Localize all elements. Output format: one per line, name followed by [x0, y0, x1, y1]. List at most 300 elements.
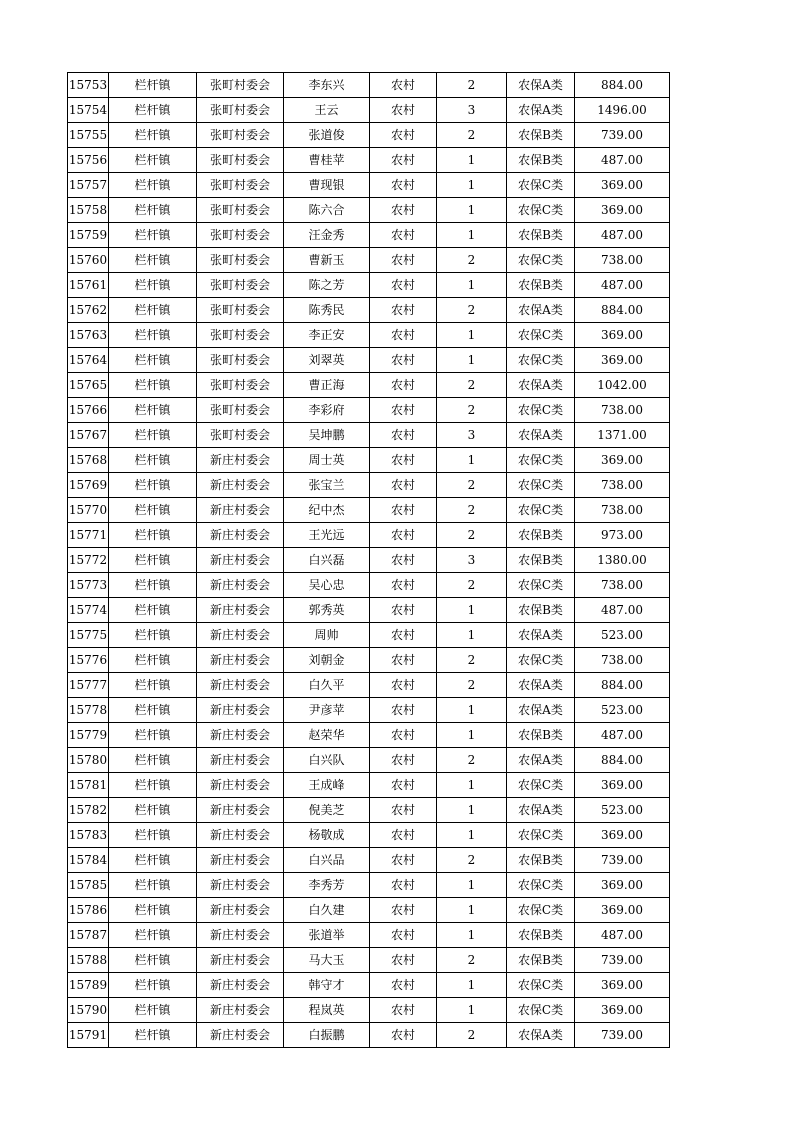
insurance-category-cell: 农保C类 — [507, 473, 575, 498]
household-count-cell: 1 — [437, 323, 507, 348]
area-type-cell: 农村 — [370, 773, 437, 798]
area-type-cell: 农村 — [370, 148, 437, 173]
record-id-cell: 15791 — [68, 1023, 109, 1048]
record-id-cell: 15758 — [68, 198, 109, 223]
person-name-cell: 刘翠英 — [284, 348, 370, 373]
insurance-category-cell: 农保C类 — [507, 198, 575, 223]
amount-cell: 487.00 — [575, 923, 670, 948]
table-row — [68, 523, 670, 548]
table-row — [68, 723, 670, 748]
household-count-cell: 3 — [437, 548, 507, 573]
amount-cell: 739.00 — [575, 123, 670, 148]
household-count-cell: 2 — [437, 1023, 507, 1048]
record-id-cell: 15787 — [68, 923, 109, 948]
household-count-cell: 1 — [437, 998, 507, 1023]
person-name-cell: 王成峰 — [284, 773, 370, 798]
record-id-cell: 15784 — [68, 848, 109, 873]
amount-cell: 523.00 — [575, 698, 670, 723]
insurance-category-cell: 农保C类 — [507, 998, 575, 1023]
area-type-cell: 农村 — [370, 873, 437, 898]
table-row — [68, 873, 670, 898]
record-id-cell: 15762 — [68, 298, 109, 323]
area-type-cell: 农村 — [370, 998, 437, 1023]
record-id-cell: 15779 — [68, 723, 109, 748]
person-name-cell: 王光远 — [284, 523, 370, 548]
village-committee-cell: 新庄村委会 — [197, 823, 284, 848]
insurance-category-cell: 农保C类 — [507, 348, 575, 373]
village-committee-cell: 新庄村委会 — [197, 798, 284, 823]
area-type-cell: 农村 — [370, 548, 437, 573]
amount-cell: 487.00 — [575, 273, 670, 298]
amount-cell: 523.00 — [575, 623, 670, 648]
insurance-category-cell: 农保A类 — [507, 673, 575, 698]
amount-cell: 738.00 — [575, 648, 670, 673]
table-row — [68, 423, 670, 448]
record-id-cell: 15789 — [68, 973, 109, 998]
amount-cell: 369.00 — [575, 173, 670, 198]
village-committee-cell: 张町村委会 — [197, 273, 284, 298]
person-name-cell: 白兴队 — [284, 748, 370, 773]
table-row — [68, 323, 670, 348]
insurance-category-cell: 农保B类 — [507, 923, 575, 948]
table-row — [68, 1023, 670, 1048]
amount-cell: 738.00 — [575, 498, 670, 523]
town-cell: 栏杆镇 — [109, 148, 197, 173]
town-cell: 栏杆镇 — [109, 923, 197, 948]
village-committee-cell: 张町村委会 — [197, 123, 284, 148]
town-cell: 栏杆镇 — [109, 448, 197, 473]
amount-cell: 973.00 — [575, 523, 670, 548]
amount-cell: 1042.00 — [575, 373, 670, 398]
household-count-cell: 1 — [437, 623, 507, 648]
village-committee-cell: 新庄村委会 — [197, 498, 284, 523]
area-type-cell: 农村 — [370, 948, 437, 973]
town-cell: 栏杆镇 — [109, 548, 197, 573]
table-row — [68, 373, 670, 398]
village-committee-cell: 新庄村委会 — [197, 748, 284, 773]
record-id-cell: 15776 — [68, 648, 109, 673]
amount-cell: 369.00 — [575, 998, 670, 1023]
village-committee-cell: 新庄村委会 — [197, 673, 284, 698]
amount-cell: 738.00 — [575, 248, 670, 273]
amount-cell: 884.00 — [575, 298, 670, 323]
village-committee-cell: 新庄村委会 — [197, 973, 284, 998]
area-type-cell: 农村 — [370, 198, 437, 223]
record-id-cell: 15770 — [68, 498, 109, 523]
area-type-cell: 农村 — [370, 398, 437, 423]
record-id-cell: 15771 — [68, 523, 109, 548]
record-id-cell: 15761 — [68, 273, 109, 298]
record-id-cell: 15765 — [68, 373, 109, 398]
village-committee-cell: 张町村委会 — [197, 373, 284, 398]
table-row — [68, 623, 670, 648]
record-id-cell: 15785 — [68, 873, 109, 898]
town-cell: 栏杆镇 — [109, 323, 197, 348]
insurance-category-cell: 农保B类 — [507, 598, 575, 623]
insurance-category-cell: 农保C类 — [507, 648, 575, 673]
amount-cell: 369.00 — [575, 823, 670, 848]
person-name-cell: 白久平 — [284, 673, 370, 698]
household-count-cell: 2 — [437, 73, 507, 98]
town-cell: 栏杆镇 — [109, 223, 197, 248]
insurance-category-cell: 农保B类 — [507, 123, 575, 148]
insurance-category-cell: 农保B类 — [507, 948, 575, 973]
record-id-cell: 15788 — [68, 948, 109, 973]
household-count-cell: 2 — [437, 373, 507, 398]
person-name-cell: 白兴品 — [284, 848, 370, 873]
village-committee-cell: 张町村委会 — [197, 173, 284, 198]
village-committee-cell: 新庄村委会 — [197, 948, 284, 973]
table-row — [68, 448, 670, 473]
amount-cell: 369.00 — [575, 973, 670, 998]
table-row — [68, 898, 670, 923]
household-count-cell: 1 — [437, 823, 507, 848]
area-type-cell: 农村 — [370, 848, 437, 873]
town-cell: 栏杆镇 — [109, 73, 197, 98]
table-row — [68, 123, 670, 148]
household-count-cell: 2 — [437, 573, 507, 598]
household-count-cell: 1 — [437, 348, 507, 373]
village-committee-cell: 张町村委会 — [197, 323, 284, 348]
village-committee-cell: 新庄村委会 — [197, 623, 284, 648]
area-type-cell: 农村 — [370, 173, 437, 198]
person-name-cell: 王云 — [284, 98, 370, 123]
insurance-category-cell: 农保C类 — [507, 323, 575, 348]
insurance-category-cell: 农保B类 — [507, 548, 575, 573]
area-type-cell: 农村 — [370, 748, 437, 773]
insurance-category-cell: 农保B类 — [507, 848, 575, 873]
table-row — [68, 973, 670, 998]
household-count-cell: 2 — [437, 848, 507, 873]
village-committee-cell: 张町村委会 — [197, 98, 284, 123]
table-row — [68, 773, 670, 798]
town-cell: 栏杆镇 — [109, 623, 197, 648]
insurance-category-cell: 农保A类 — [507, 98, 575, 123]
person-name-cell: 白久建 — [284, 898, 370, 923]
person-name-cell: 曹现银 — [284, 173, 370, 198]
area-type-cell: 农村 — [370, 648, 437, 673]
person-name-cell: 李正安 — [284, 323, 370, 348]
person-name-cell: 马大玉 — [284, 948, 370, 973]
area-type-cell: 农村 — [370, 623, 437, 648]
village-committee-cell: 新庄村委会 — [197, 448, 284, 473]
household-count-cell: 1 — [437, 273, 507, 298]
table-row — [68, 498, 670, 523]
person-name-cell: 韩守才 — [284, 973, 370, 998]
town-cell: 栏杆镇 — [109, 498, 197, 523]
area-type-cell: 农村 — [370, 473, 437, 498]
town-cell: 栏杆镇 — [109, 723, 197, 748]
insurance-category-cell: 农保C类 — [507, 898, 575, 923]
household-count-cell: 3 — [437, 98, 507, 123]
insurance-category-cell: 农保C类 — [507, 398, 575, 423]
person-name-cell: 曹桂苹 — [284, 148, 370, 173]
table-row — [68, 173, 670, 198]
table-row — [68, 948, 670, 973]
record-id-cell: 15753 — [68, 73, 109, 98]
town-cell: 栏杆镇 — [109, 123, 197, 148]
household-count-cell: 1 — [437, 198, 507, 223]
household-count-cell: 1 — [437, 723, 507, 748]
household-count-cell: 1 — [437, 598, 507, 623]
person-name-cell: 张宝兰 — [284, 473, 370, 498]
insurance-category-cell: 农保A类 — [507, 698, 575, 723]
insurance-category-cell: 农保B类 — [507, 148, 575, 173]
town-cell: 栏杆镇 — [109, 423, 197, 448]
town-cell: 栏杆镇 — [109, 173, 197, 198]
insurance-category-cell: 农保C类 — [507, 248, 575, 273]
village-committee-cell: 新庄村委会 — [197, 1023, 284, 1048]
person-name-cell: 倪美芝 — [284, 798, 370, 823]
record-id-cell: 15763 — [68, 323, 109, 348]
table-row — [68, 648, 670, 673]
record-id-cell: 15755 — [68, 123, 109, 148]
insurance-category-cell: 农保C类 — [507, 823, 575, 848]
area-type-cell: 农村 — [370, 373, 437, 398]
table-row — [68, 298, 670, 323]
table-row — [68, 348, 670, 373]
insurance-category-cell: 农保B类 — [507, 723, 575, 748]
household-count-cell: 1 — [437, 148, 507, 173]
record-id-cell: 15772 — [68, 548, 109, 573]
table-row — [68, 398, 670, 423]
town-cell: 栏杆镇 — [109, 848, 197, 873]
amount-cell: 369.00 — [575, 773, 670, 798]
insurance-category-cell: 农保A类 — [507, 73, 575, 98]
village-committee-cell: 张町村委会 — [197, 298, 284, 323]
amount-cell: 369.00 — [575, 198, 670, 223]
village-committee-cell: 新庄村委会 — [197, 998, 284, 1023]
table-row — [68, 823, 670, 848]
village-committee-cell: 张町村委会 — [197, 423, 284, 448]
amount-cell: 369.00 — [575, 348, 670, 373]
insurance-category-cell: 农保A类 — [507, 798, 575, 823]
amount-cell: 738.00 — [575, 573, 670, 598]
record-id-cell: 15781 — [68, 773, 109, 798]
town-cell: 栏杆镇 — [109, 948, 197, 973]
person-name-cell: 李秀芳 — [284, 873, 370, 898]
village-committee-cell: 新庄村委会 — [197, 848, 284, 873]
person-name-cell: 赵荣华 — [284, 723, 370, 748]
insurance-category-cell: 农保C类 — [507, 498, 575, 523]
person-name-cell: 吴心忠 — [284, 573, 370, 598]
amount-cell: 884.00 — [575, 673, 670, 698]
insurance-category-cell: 农保C类 — [507, 973, 575, 998]
village-committee-cell: 新庄村委会 — [197, 648, 284, 673]
table-row — [68, 198, 670, 223]
record-id-cell: 15759 — [68, 223, 109, 248]
town-cell: 栏杆镇 — [109, 398, 197, 423]
table-row — [68, 148, 670, 173]
table-row — [68, 248, 670, 273]
household-count-cell: 2 — [437, 498, 507, 523]
person-name-cell: 李彩府 — [284, 398, 370, 423]
town-cell: 栏杆镇 — [109, 473, 197, 498]
insurance-category-cell: 农保A类 — [507, 423, 575, 448]
record-id-cell: 15764 — [68, 348, 109, 373]
record-id-cell: 15760 — [68, 248, 109, 273]
amount-cell: 739.00 — [575, 1023, 670, 1048]
town-cell: 栏杆镇 — [109, 648, 197, 673]
household-count-cell: 1 — [437, 973, 507, 998]
person-name-cell: 陈秀民 — [284, 298, 370, 323]
town-cell: 栏杆镇 — [109, 348, 197, 373]
records-table-body — [68, 73, 670, 1048]
town-cell: 栏杆镇 — [109, 873, 197, 898]
area-type-cell: 农村 — [370, 323, 437, 348]
household-count-cell: 2 — [437, 123, 507, 148]
area-type-cell: 农村 — [370, 273, 437, 298]
table-row — [68, 573, 670, 598]
town-cell: 栏杆镇 — [109, 98, 197, 123]
village-committee-cell: 张町村委会 — [197, 198, 284, 223]
area-type-cell: 农村 — [370, 823, 437, 848]
insurance-category-cell: 农保B类 — [507, 273, 575, 298]
person-name-cell: 白兴磊 — [284, 548, 370, 573]
insurance-category-cell: 农保C类 — [507, 448, 575, 473]
household-count-cell: 2 — [437, 648, 507, 673]
person-name-cell: 陈之芳 — [284, 273, 370, 298]
table-row — [68, 73, 670, 98]
person-name-cell: 张道举 — [284, 923, 370, 948]
area-type-cell: 农村 — [370, 223, 437, 248]
household-count-cell: 1 — [437, 173, 507, 198]
household-count-cell: 1 — [437, 873, 507, 898]
town-cell: 栏杆镇 — [109, 673, 197, 698]
amount-cell: 1496.00 — [575, 98, 670, 123]
village-committee-cell: 张町村委会 — [197, 73, 284, 98]
record-id-cell: 15777 — [68, 673, 109, 698]
household-count-cell: 1 — [437, 448, 507, 473]
amount-cell: 369.00 — [575, 898, 670, 923]
insurance-category-cell: 农保A类 — [507, 298, 575, 323]
household-count-cell: 1 — [437, 798, 507, 823]
town-cell: 栏杆镇 — [109, 898, 197, 923]
record-id-cell: 15786 — [68, 898, 109, 923]
area-type-cell: 农村 — [370, 448, 437, 473]
village-committee-cell: 新庄村委会 — [197, 473, 284, 498]
table-row — [68, 673, 670, 698]
area-type-cell: 农村 — [370, 73, 437, 98]
record-id-cell: 15766 — [68, 398, 109, 423]
household-count-cell: 2 — [437, 398, 507, 423]
area-type-cell: 农村 — [370, 598, 437, 623]
village-committee-cell: 张町村委会 — [197, 223, 284, 248]
person-name-cell: 白振鹏 — [284, 1023, 370, 1048]
person-name-cell: 陈六合 — [284, 198, 370, 223]
insurance-category-cell: 农保C类 — [507, 173, 575, 198]
record-id-cell: 15773 — [68, 573, 109, 598]
amount-cell: 487.00 — [575, 148, 670, 173]
town-cell: 栏杆镇 — [109, 598, 197, 623]
area-type-cell: 农村 — [370, 723, 437, 748]
insurance-category-cell: 农保A类 — [507, 623, 575, 648]
person-name-cell: 杨敬成 — [284, 823, 370, 848]
record-id-cell: 15778 — [68, 698, 109, 723]
person-name-cell: 李东兴 — [284, 73, 370, 98]
area-type-cell: 农村 — [370, 1023, 437, 1048]
table-row — [68, 98, 670, 123]
amount-cell: 1380.00 — [575, 548, 670, 573]
insurance-category-cell: 农保C类 — [507, 573, 575, 598]
record-id-cell: 15754 — [68, 98, 109, 123]
town-cell: 栏杆镇 — [109, 748, 197, 773]
area-type-cell: 农村 — [370, 973, 437, 998]
person-name-cell: 张道俊 — [284, 123, 370, 148]
town-cell: 栏杆镇 — [109, 298, 197, 323]
amount-cell: 1371.00 — [575, 423, 670, 448]
record-id-cell: 15769 — [68, 473, 109, 498]
area-type-cell: 农村 — [370, 498, 437, 523]
area-type-cell: 农村 — [370, 673, 437, 698]
table-row — [68, 273, 670, 298]
amount-cell: 487.00 — [575, 723, 670, 748]
table-row — [68, 473, 670, 498]
record-id-cell: 15768 — [68, 448, 109, 473]
amount-cell: 487.00 — [575, 223, 670, 248]
table-row — [68, 923, 670, 948]
person-name-cell: 程岚英 — [284, 998, 370, 1023]
village-committee-cell: 新庄村委会 — [197, 773, 284, 798]
village-committee-cell: 新庄村委会 — [197, 723, 284, 748]
person-name-cell: 吴坤鹏 — [284, 423, 370, 448]
amount-cell: 884.00 — [575, 73, 670, 98]
village-committee-cell: 新庄村委会 — [197, 573, 284, 598]
record-id-cell: 15782 — [68, 798, 109, 823]
amount-cell: 487.00 — [575, 598, 670, 623]
area-type-cell: 农村 — [370, 248, 437, 273]
town-cell: 栏杆镇 — [109, 973, 197, 998]
amount-cell: 739.00 — [575, 848, 670, 873]
area-type-cell: 农村 — [370, 898, 437, 923]
amount-cell: 738.00 — [575, 398, 670, 423]
table-row — [68, 598, 670, 623]
table-row — [68, 798, 670, 823]
village-committee-cell: 新庄村委会 — [197, 923, 284, 948]
village-committee-cell: 新庄村委会 — [197, 873, 284, 898]
record-id-cell: 15783 — [68, 823, 109, 848]
amount-cell: 369.00 — [575, 873, 670, 898]
village-committee-cell: 新庄村委会 — [197, 898, 284, 923]
household-count-cell: 2 — [437, 298, 507, 323]
village-committee-cell: 张町村委会 — [197, 348, 284, 373]
table-row — [68, 748, 670, 773]
village-committee-cell: 张町村委会 — [197, 398, 284, 423]
person-name-cell: 尹彦苹 — [284, 698, 370, 723]
table-row — [68, 698, 670, 723]
area-type-cell: 农村 — [370, 123, 437, 148]
insurance-category-cell: 农保A类 — [507, 748, 575, 773]
village-committee-cell: 新庄村委会 — [197, 698, 284, 723]
village-committee-cell: 新庄村委会 — [197, 523, 284, 548]
amount-cell: 738.00 — [575, 473, 670, 498]
village-committee-cell: 新庄村委会 — [197, 548, 284, 573]
household-count-cell: 3 — [437, 423, 507, 448]
household-count-cell: 2 — [437, 948, 507, 973]
insurance-category-cell: 农保A类 — [507, 1023, 575, 1048]
household-count-cell: 1 — [437, 223, 507, 248]
area-type-cell: 农村 — [370, 98, 437, 123]
person-name-cell: 周士英 — [284, 448, 370, 473]
town-cell: 栏杆镇 — [109, 273, 197, 298]
area-type-cell: 农村 — [370, 423, 437, 448]
town-cell: 栏杆镇 — [109, 373, 197, 398]
town-cell: 栏杆镇 — [109, 823, 197, 848]
household-count-cell: 1 — [437, 773, 507, 798]
record-id-cell: 15756 — [68, 148, 109, 173]
area-type-cell: 农村 — [370, 798, 437, 823]
insurance-category-cell: 农保C类 — [507, 873, 575, 898]
